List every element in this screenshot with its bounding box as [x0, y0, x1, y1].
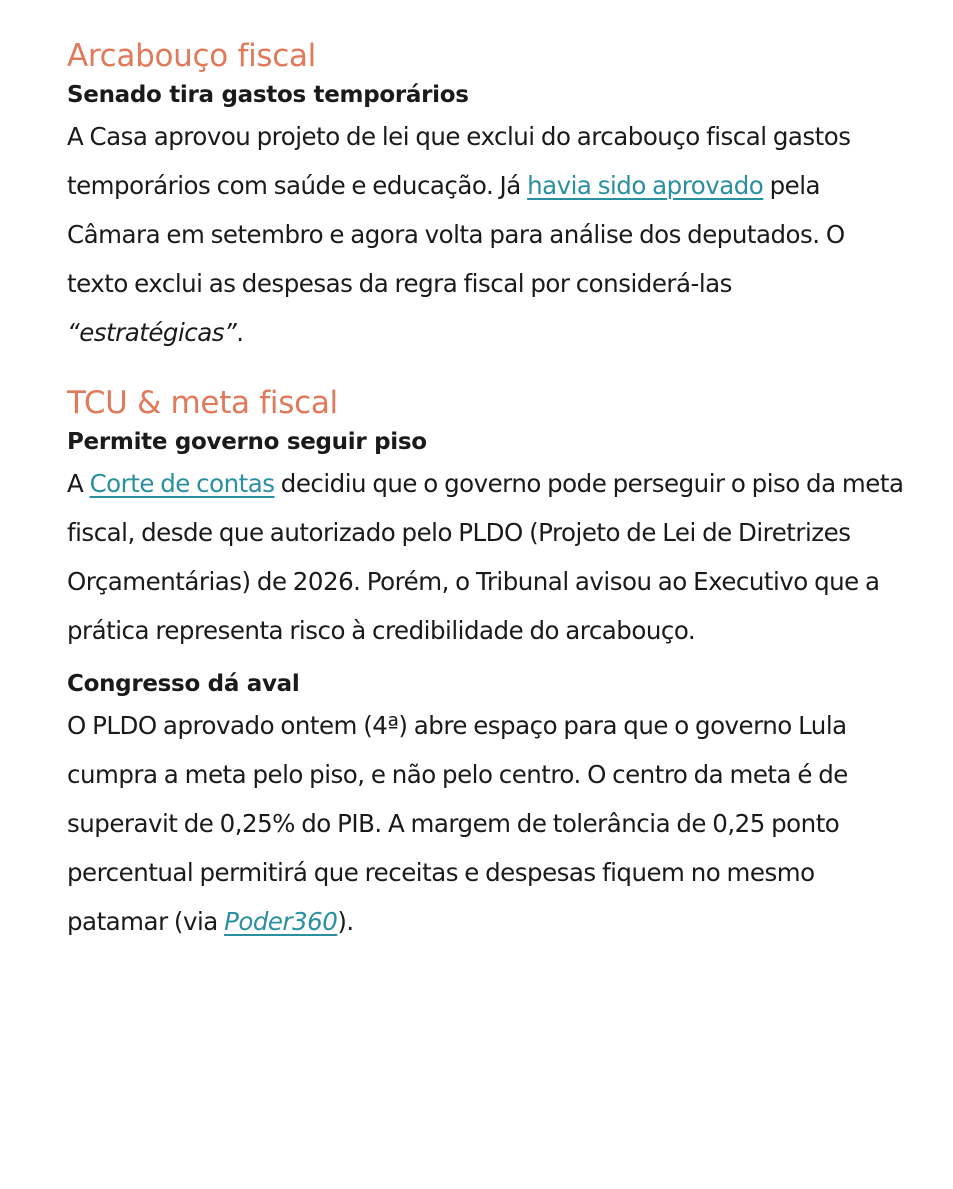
paragraph-text: decidiu que o governo pode perseguir o piso da meta fiscal, desde que autorizado pelo PLDO (Projeto de Lei de Diretrizes Orçamentárias) de 2026. Porém, o Tribunal avisou ao Executivo que a prática representa risco à credibilidade do arcabouço.	[67, 469, 904, 645]
subhead: Congresso dá aval	[67, 671, 300, 697]
subhead: Permite governo seguir piso	[67, 429, 427, 455]
section-arcabouco-fiscal	[67, 34, 907, 357]
havia-sido-aprovado-link[interactable]: havia sido aprovado	[527, 171, 764, 200]
section-title: Arcabouço fiscal	[67, 38, 316, 74]
paragraph-text: A	[67, 469, 90, 498]
paragraph-text: ).	[337, 907, 354, 936]
paragraph-text: .	[236, 318, 244, 347]
paragraph	[67, 459, 907, 655]
paragraph-text: O PLDO aprovado ontem (4ª) abre espaço para que o governo Lula cumpra a meta pelo piso, e não pelo centro. O centro da meta é de superavit de 0,25% do PIB. A margem de tolerância de 0,25 ponto percentual permitirá que receitas e despesas fiquem no mesmo patamar (via	[67, 711, 848, 936]
section-title: TCU & meta fiscal	[67, 385, 338, 421]
paragraph-text: A Casa aprovou projeto de lei que exclui do arcabouço fiscal gastos temporários com saúde e educação. Já	[67, 122, 851, 200]
paragraph-text: pela Câmara em setembro e agora volta para análise dos deputados. O texto exclui as despesas da regra fiscal por considerá-las	[67, 171, 845, 298]
italic-quote: “estratégicas”	[67, 318, 237, 347]
subhead: Senado tira gastos temporários	[67, 82, 469, 108]
paragraph	[67, 112, 907, 357]
corte-de-contas-link[interactable]: Corte de contas	[89, 469, 275, 498]
paragraph	[67, 701, 907, 946]
poder360-link[interactable]: Poder360	[224, 907, 338, 936]
newsletter-article	[67, 34, 907, 946]
section-tcu-meta-fiscal	[67, 381, 907, 655]
section-congresso-da-aval	[67, 667, 907, 946]
